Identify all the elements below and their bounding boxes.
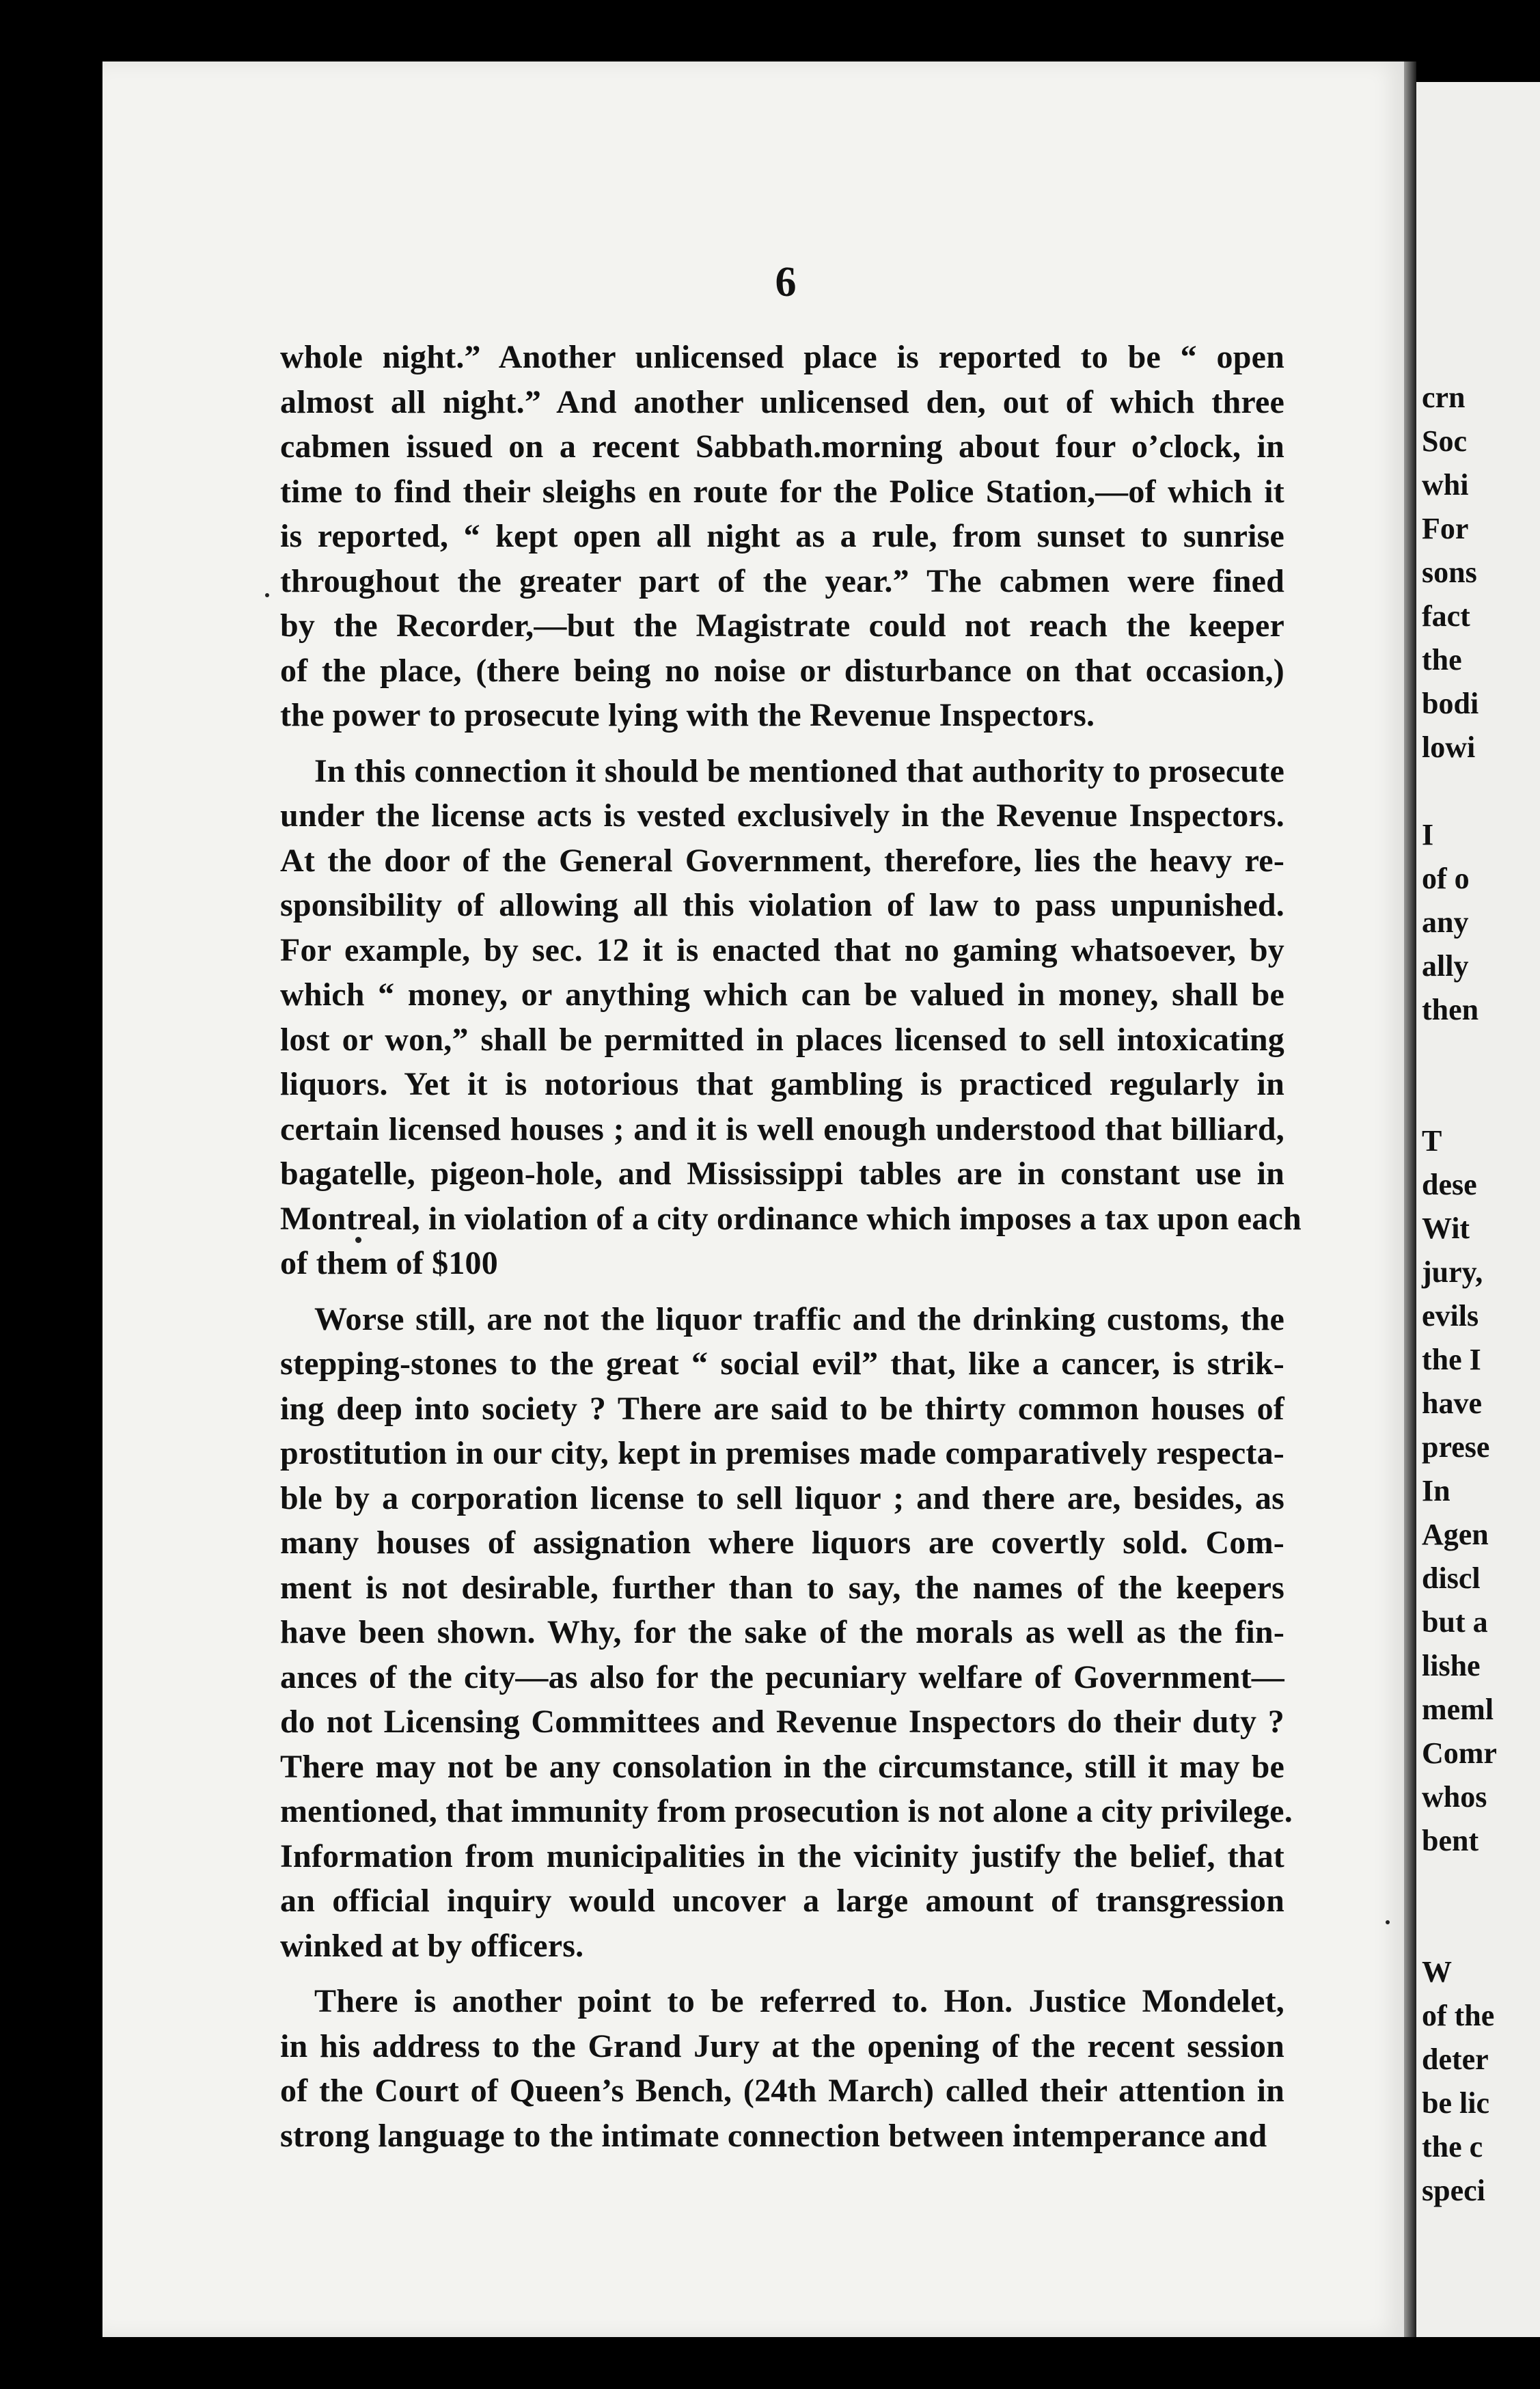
text-line: Worse still, are not the liquor traffic and the drinking customs, the: [314, 1300, 1284, 1337]
right-page-fragment: For: [1422, 512, 1469, 545]
text-line: certain licensed houses ; and it is well enough understood that billiard,: [280, 1110, 1284, 1147]
right-page-fragment: the I: [1422, 1343, 1481, 1376]
right-page-fragment: [1422, 1032, 1497, 1076]
right-page-fragment: [1422, 1863, 1497, 1907]
right-page-fragment: jury,: [1422, 1255, 1483, 1289]
text-line: which “ money, or anything which can be valued in money, shall be: [280, 977, 1284, 1013]
text-line: ing deep into society ? There are said to be thirty common houses of: [280, 1390, 1284, 1427]
right-page-fragment: crn: [1422, 381, 1466, 414]
text-line: There may not be any consolation in the circumstance, still it may be: [280, 1748, 1284, 1785]
scan-border: [0, 0, 1540, 62]
text-line: lost or won,” shall be permitted in places licensed to sell intoxicating: [280, 1021, 1284, 1058]
text-line: There is another point to be referred to. Hon. Justice Mondelet,: [314, 1983, 1284, 2019]
text-line: stepping-stones to the great “ social evil” that, like a cancer, is strik-: [280, 1346, 1284, 1382]
text-line: do not Licensing Committees and Revenue Inspectors do their duty ?: [280, 1704, 1284, 1740]
text-line: cabmen issued on a recent Sabbath.morning about four o’clock, in: [280, 428, 1284, 465]
text-line: Information from municipalities in the vicinity justify the belief, that: [280, 1838, 1284, 1874]
right-page-fragment: T: [1422, 1124, 1442, 1158]
right-page-fragment: evils: [1422, 1299, 1479, 1333]
text-line: have been shown. Why, for the sake of the morals as well as the fin-: [280, 1614, 1284, 1650]
right-page-fragment: the: [1422, 643, 1462, 677]
right-page-fragment: the c: [1422, 2130, 1483, 2163]
page-text: [280, 335, 1302, 2158]
text-line: by the Recorder,—but the Magistrate could not reach the keeper: [280, 608, 1284, 644]
text-line: many houses of assignation where liquors are covertly sold. Com-: [280, 1525, 1284, 1561]
right-page-fragment: [1422, 769, 1497, 813]
right-page-fragment: lowi: [1422, 731, 1476, 764]
text-line: prostitution in our city, kept in premises made comparatively respecta-: [280, 1435, 1284, 1471]
paragraph: [280, 749, 1302, 1286]
right-page-fragment: Agen: [1422, 1518, 1489, 1551]
paragraph: [280, 1979, 1284, 2158]
paragraph: [280, 335, 1284, 738]
right-page-fragment: In: [1422, 1474, 1450, 1507]
text-line: Montreal, in violation of a city ordinance which imposes a tax upon each: [280, 1200, 1302, 1237]
right-page-fragment: have: [1422, 1387, 1482, 1420]
right-page-fragment: then: [1422, 993, 1479, 1026]
right-page-fragment: Comr: [1422, 1736, 1497, 1770]
speck-mark: [265, 593, 269, 597]
text-line: of them of $100: [280, 1245, 498, 1281]
right-page-fragment: whos: [1422, 1780, 1487, 1814]
right-page-fragment: sons: [1422, 556, 1477, 589]
text-line: In this connection it should be mentioned that authority to prosecute: [314, 752, 1284, 789]
right-page-fragment: speci: [1422, 2174, 1485, 2207]
text-line: mentioned, that immunity from prosecution is not alone a city privilege.: [280, 1793, 1293, 1829]
right-page-fragment: dese: [1422, 1168, 1477, 1201]
right-page: [1416, 82, 1540, 2337]
right-page-fragment: but a: [1422, 1605, 1488, 1639]
text-line: sponsibility of allowing all this violation of law to pass unpunished.: [280, 887, 1284, 923]
right-page-text: [1422, 376, 1497, 2213]
right-page-fragment: fact: [1422, 599, 1470, 633]
text-line: strong language to the intimate connection between intemperance and: [280, 2117, 1267, 2154]
right-page-fragment: prese: [1422, 1430, 1490, 1464]
right-page-fragment: any: [1422, 905, 1469, 939]
text-line: bagatelle, pigeon-hole, and Mississippi tables are in constant use in: [280, 1156, 1284, 1192]
text-line: under the license acts is vested exclusively in the Revenue Inspectors.: [280, 797, 1284, 834]
right-page-fragment: of o: [1422, 862, 1470, 895]
right-page-fragment: I: [1422, 818, 1434, 851]
text-line: an official inquiry would uncover a large amount of transgression: [280, 1883, 1284, 1919]
text-line: ances of the city—as also for the pecuniary welfare of Government—: [280, 1658, 1284, 1695]
page-number: 6: [775, 259, 797, 305]
right-page-fragment: meml: [1422, 1693, 1494, 1726]
text-line: throughout the greater part of the year.” The cabmen were fined: [280, 562, 1284, 599]
right-page-fragment: [1422, 1907, 1497, 1950]
right-page-fragment: of the: [1422, 1999, 1495, 2032]
text-line: ble by a corporation license to sell liquor ; and there are, besides, as: [280, 1479, 1284, 1516]
text-line: For example, by sec. 12 it is enacted that no gaming whatsoever, by: [280, 931, 1284, 968]
text-line: ment is not desirable, further than to say, the names of the keepers: [280, 1569, 1284, 1606]
text-line: the power to prosecute lying with the Revenue Inspectors.: [280, 697, 1095, 733]
speck-mark: [1386, 1920, 1390, 1924]
text-line: of the Court of Queen’s Bench, (24th March) called their attention in: [280, 2073, 1284, 2109]
paragraph: [280, 1297, 1293, 1969]
right-page-fragment: ally: [1422, 949, 1469, 983]
right-page-fragment: W: [1422, 1955, 1452, 1989]
right-page-fragment: Soc: [1422, 424, 1467, 458]
text-line: winked at by officers.: [280, 1927, 584, 1964]
right-page-fragment: [1422, 1076, 1497, 1119]
right-page-fragment: deter: [1422, 2043, 1489, 2076]
right-page-fragment: lishe: [1422, 1649, 1481, 1682]
right-page-fragment: discl: [1422, 1561, 1481, 1595]
text-line: liquors. Yet it is notorious that gambling is practiced regularly in: [280, 1066, 1284, 1102]
right-page-fragment: bodi: [1422, 687, 1479, 720]
text-line: is reported, “ kept open all night as a rule, from sunset to sunrise: [280, 518, 1284, 554]
text-line: almost all night.” And another unlicensed den, out of which three: [280, 383, 1284, 420]
text-line: time to find their sleighs en route for the Police Station,—of which it: [280, 473, 1284, 510]
right-page-fragment: bent: [1422, 1824, 1479, 1857]
right-page-fragment: be lic: [1422, 2086, 1489, 2120]
right-page-fragment: Wit: [1422, 1212, 1470, 1245]
book-gutter: [1404, 62, 1416, 2337]
text-line: of the place, (there being no noise or disturbance on that occasion,): [280, 652, 1284, 689]
speck-mark: [355, 1237, 361, 1243]
text-line: At the door of the General Government, therefore, lies the heavy re-: [280, 842, 1284, 879]
right-page-fragment: whi: [1422, 468, 1469, 502]
text-line: whole night.” Another unlicensed place is reported to be “ open: [280, 339, 1284, 375]
text-line: in his address to the Grand Jury at the opening of the recent session: [280, 2028, 1284, 2064]
